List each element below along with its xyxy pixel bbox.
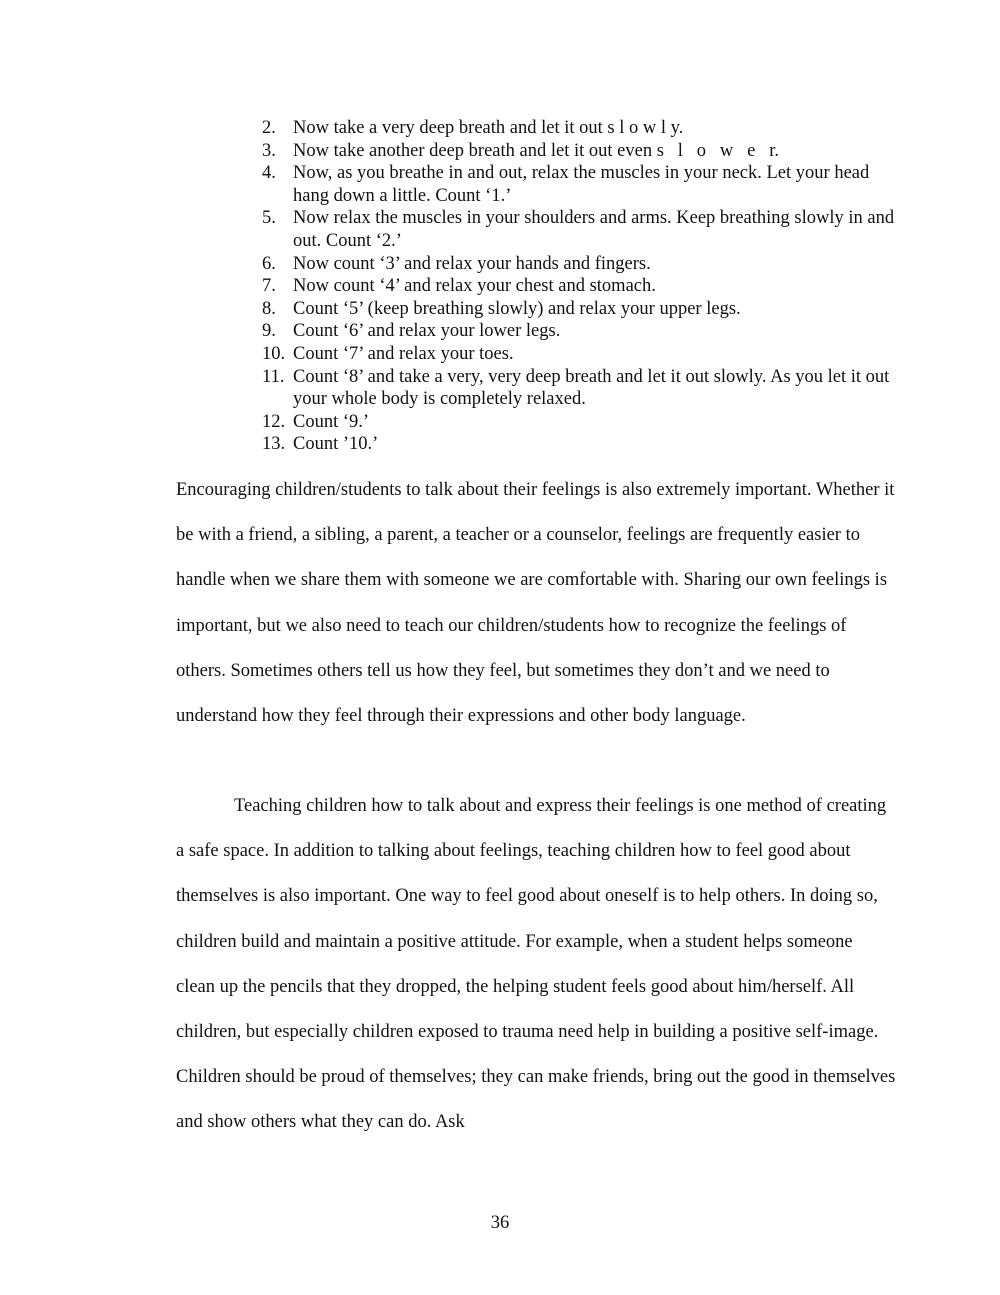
list-item-number: 13. (262, 434, 286, 455)
list-item-number: 3. (262, 140, 276, 161)
list-item-number: 10. (262, 343, 286, 364)
list-item-text: Count ‘9.’ (293, 411, 370, 432)
list-item (262, 433, 902, 456)
list-item-number: 12. (262, 411, 286, 432)
list-item (262, 253, 902, 276)
list-item (262, 298, 902, 321)
body-paragraph: Teaching children how to talk about and express their feelings is one method of creating a safe space. In addition to talking about feelings, teaching children how to feel good about themselves is also important. One way to feel good about oneself is to help others. In doing so, children build and maintain a positive attitude. For example, when a student helps someone clean up the pencils that they dropped, the helping student feels good about him/herself. All children, but especially children exposed to trauma need help in building a positive self-image. Children should be proud of themselves; they can make friends, bring out the good in themselves and show others what they can do. Ask (176, 796, 896, 1133)
list-item (262, 411, 902, 434)
page-number: 36 (490, 1213, 510, 1233)
list-item (262, 275, 902, 298)
list-item-text: Now, as you breathe in and out, relax the muscles in your neck. Let your head hang down a little. Count ‘1.’ (293, 163, 870, 206)
list-item-text: Now relax the muscles in your shoulders and arms. Keep breathing slowly in and out. Count ‘2.’ (293, 208, 895, 251)
list-item (262, 117, 902, 140)
list-item-number: 6. (262, 253, 276, 274)
list-item-text: Count ‘6’ and relax your lower legs. (293, 321, 561, 342)
list-item (262, 140, 902, 163)
body-paragraph: Encouraging children/students to talk about their feelings is also extremely important. Whether it be with a friend, a sibling, a parent, a teacher or a counselor, feelings are frequently easier to handle when we share them with someone we are comfortable with. Sharing our own feelings is important, but we also need to teach our children/students how to recognize the feelings of others. Sometimes others tell us how they feel, but sometimes they don’t and we need to understand how they feel through their expressions and other body language. (176, 480, 895, 727)
list-item-number: 7. (262, 276, 276, 297)
numbered-list (262, 117, 902, 456)
list-item (262, 366, 902, 411)
list-item-number: 2. (262, 118, 276, 138)
list-item-text: Now count ‘4’ and relax your chest and stomach. (293, 276, 656, 297)
list-item (262, 320, 902, 343)
list-item-number: 11. (262, 366, 285, 387)
list-item-number: 5. (262, 208, 276, 229)
list-item-text: Count ’10.’ (293, 434, 379, 455)
list-item (262, 343, 902, 366)
list-item-text: Count ‘8’ and take a very, very deep breath and let it out slowly. As you let it out your whole body is completely relaxed. (293, 366, 890, 410)
list-item-text: Now take another deep breath and let it out even s l o w e r. (293, 140, 779, 161)
list-item-number: 4. (262, 163, 276, 184)
list-item-number: 9. (262, 321, 276, 342)
list-item-text: Now take a very deep breath and let it out s l o w l y. (293, 118, 684, 138)
list-item (262, 207, 902, 252)
list-item-text: Count ‘7’ and relax your toes. (293, 343, 514, 364)
list-item (262, 162, 902, 207)
list-item-text: Count ‘5’ (keep breathing slowly) and relax your upper legs. (293, 298, 741, 319)
list-item-text: Now count ‘3’ and relax your hands and fingers. (293, 253, 651, 274)
list-item-number: 8. (262, 298, 276, 319)
